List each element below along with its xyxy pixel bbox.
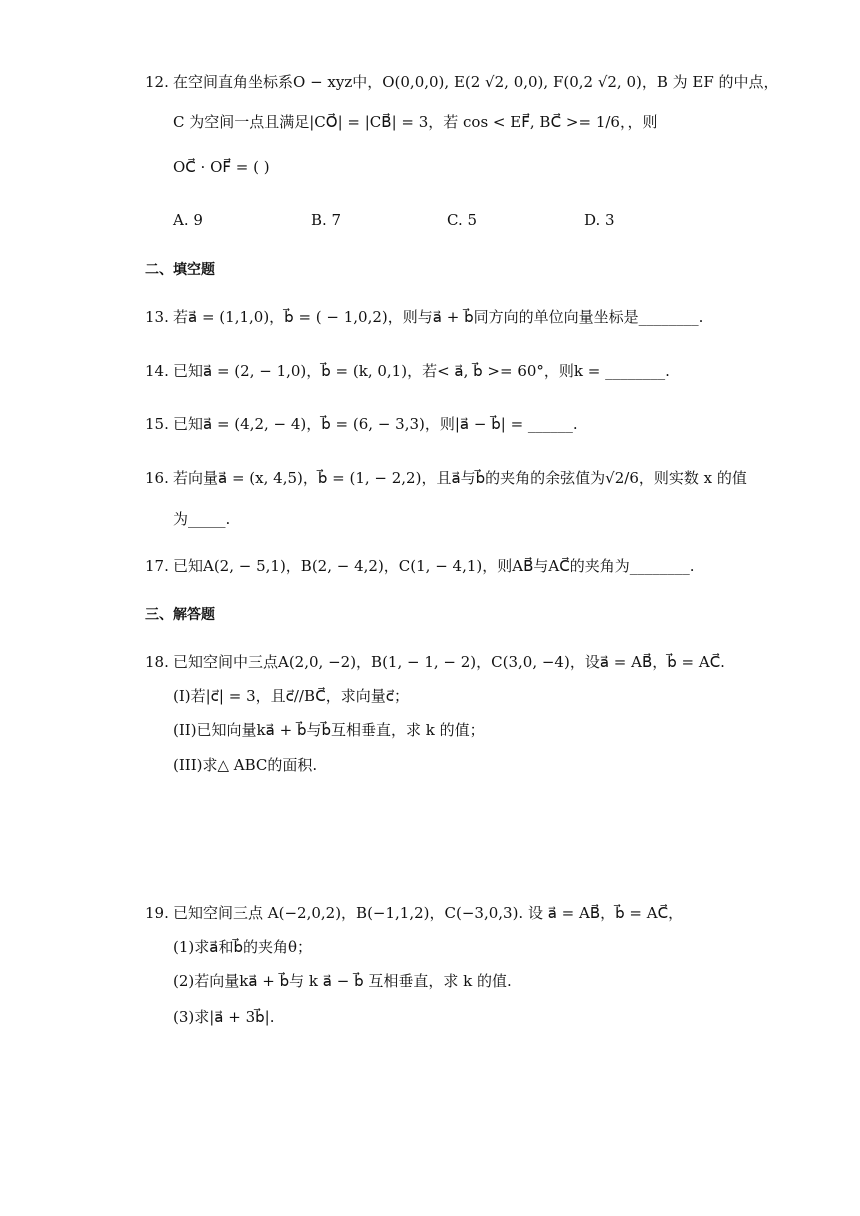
q19-text: 已知空间三点 A(−2,0,2)，B(−1,1,2)，C(−3,0,3). 设 a⃗ = AB⃗，b⃗ = AC⃗， (173, 904, 684, 922)
q16-line1 (145, 468, 747, 488)
q16-line2: 为_____. (173, 510, 231, 528)
q19-sub3: (3)求|a⃗ + 3b⃗|. (173, 1008, 275, 1026)
q19-sub1: (1)求a⃗和b⃗的夹角θ； (173, 938, 312, 956)
q12-text-line1: 在空间直角坐标系O − xyz中，O(0,0,0), E(2 √2, 0,0), F(0,2 √2, 0)，B 为 EF 的中点， (173, 73, 779, 91)
q12-option-d: D. 3 (584, 211, 615, 229)
q15 (145, 414, 578, 434)
q18-line1 (145, 652, 725, 672)
section-answer-heading: 三、解答题 (145, 607, 215, 623)
section-fill-in-heading: 二、填空题 (145, 262, 215, 278)
q18-text: 已知空间中三点A(2,0, −2)，B(1, − 1, − 2)，C(3,0, −4)，设a⃗ = AB⃗，b⃗ = AC⃗. (173, 653, 725, 671)
q16-text-line1: 若向量a⃗ = (x, 4,5)，b⃗ = (1, − 2,2)，且a⃗与b⃗的夹角的余弦值为√2/6，则实数 x 的值 (173, 469, 747, 487)
q18-sub2: (II)已知向量ka⃗ + b⃗与b⃗互相垂直，求 k 的值； (173, 721, 485, 739)
q12-option-b: B. 7 (311, 211, 342, 229)
q19-line1 (145, 903, 683, 923)
q12-line2: C 为空间一点且满足|CO⃗| = |CB⃗| = 3，若 cos < EF⃗, BC⃗ >= 1/6，，则 (173, 113, 658, 131)
q15-number: 15. (145, 415, 169, 433)
q12-option-a: A. 9 (173, 211, 203, 229)
q13-number: 13. (145, 308, 169, 326)
q12-line3: OC⃗ · OF⃗ = ( ) (173, 158, 270, 176)
q14 (145, 361, 670, 381)
q17 (145, 556, 694, 576)
q18-sub1: (I)若|c⃗| = 3，且c⃗//BC⃗，求向量c⃗； (173, 687, 410, 705)
q14-number: 14. (145, 362, 169, 380)
q16-number: 16. (145, 469, 169, 487)
q17-text: 已知A(2, − 5,1)，B(2, − 4,2)，C(1, − 4,1)，则AB⃗与AC⃗的夹角为________. (173, 557, 695, 575)
q13-text: 若a⃗ = (1,1,0)，b⃗ = ( − 1,0,2)，则与a⃗ + b⃗同方向的单位向量坐标是________. (173, 308, 704, 326)
q19-number: 19. (145, 904, 169, 922)
q12-number: 12. (145, 73, 169, 91)
q18-sub3: (III)求△ ABC的面积. (173, 756, 318, 774)
q13 (145, 307, 703, 327)
q12-line1 (145, 72, 779, 92)
q12-option-c: C. 5 (447, 211, 478, 229)
q15-text: 已知a⃗ = (4,2, − 4)，b⃗ = (6, − 3,3)，则|a⃗ − b⃗| = ______. (173, 415, 578, 433)
q17-number: 17. (145, 557, 169, 575)
q18-number: 18. (145, 653, 169, 671)
q19-sub2: (2)若向量ka⃗ + b⃗与 k a⃗ − b⃗ 互相垂直，求 k 的值. (173, 972, 512, 990)
q14-text: 已知a⃗ = (2, − 1,0)，b⃗ = (k, 0,1)，若< a⃗, b⃗ >= 60°，则k = ________. (173, 362, 670, 380)
